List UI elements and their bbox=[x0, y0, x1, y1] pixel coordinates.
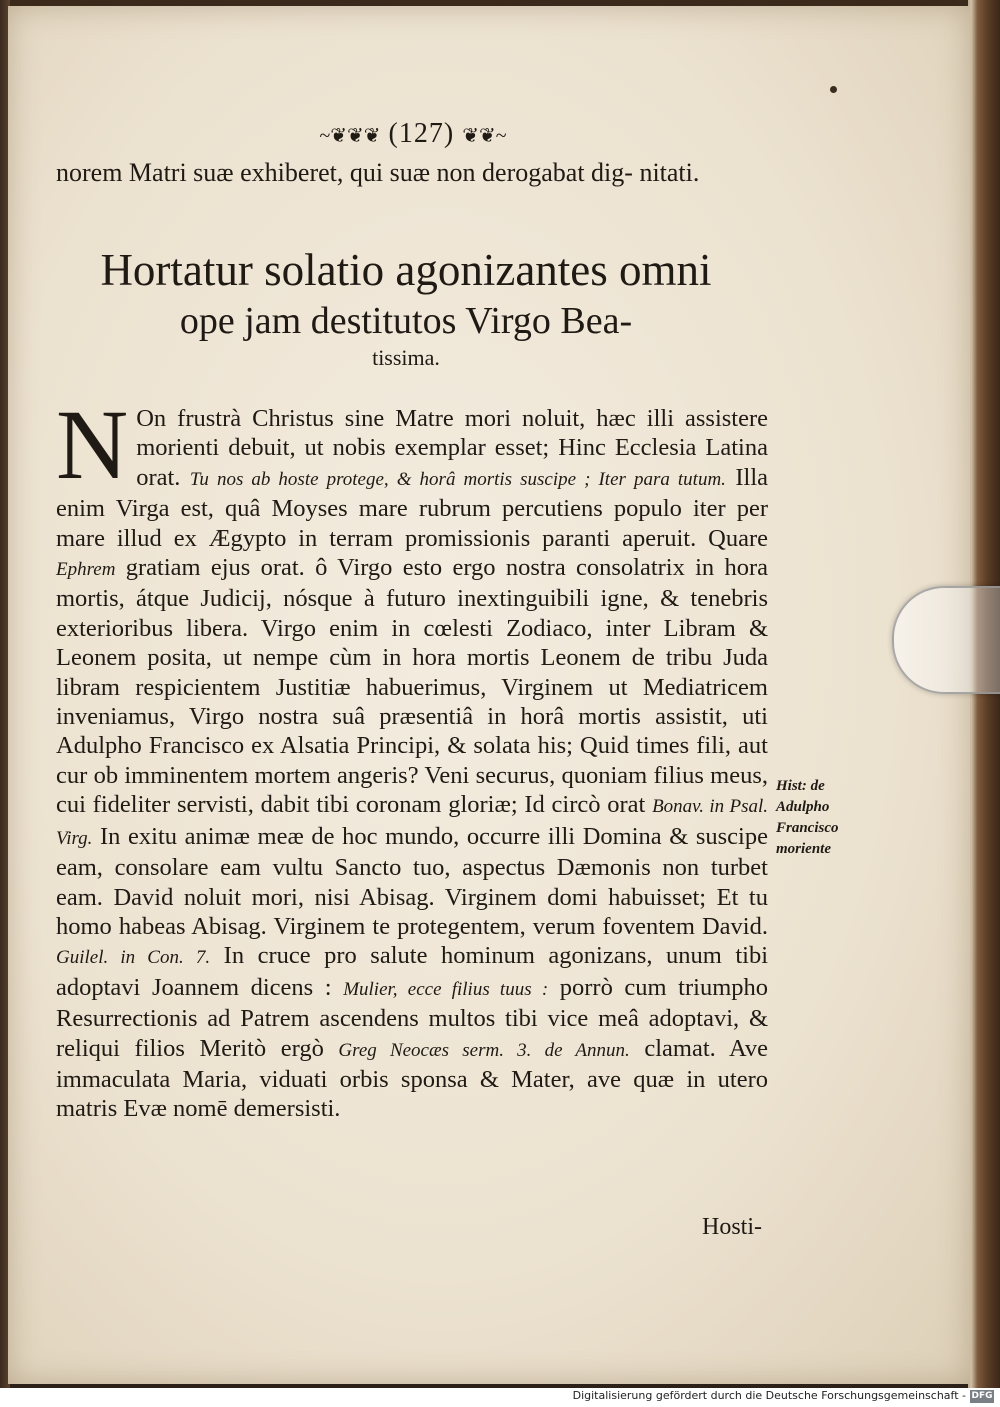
intro-text: norem Matri suæ exhiberet, qui suæ non derogabat dig- nitati. bbox=[56, 158, 700, 187]
drop-cap: N bbox=[56, 389, 129, 500]
page-header bbox=[293, 118, 533, 158]
body-segment: Illa enim Virga est, quâ Moyses mare rubrum percutiens populo iter per mare illud ex Ægypto in terram promissionis paranti aperuit. Quare bbox=[56, 463, 769, 552]
body-segment: porrò cum triumpho Resurrectionis ad Patrem ascendens multos tibi vice meâ adoptavi, & reliqui filios Meritò ergò bbox=[56, 973, 769, 1062]
body-quote: Ephrem bbox=[56, 559, 116, 581]
dfg-logo-icon: DFG bbox=[971, 1391, 993, 1401]
body-quote: Mulier, ecce filius tuus : bbox=[343, 978, 549, 1000]
catchword: Hosti- bbox=[702, 1214, 762, 1240]
body-quote: Bonav. in Psal. Virg. bbox=[56, 796, 769, 849]
scanned-page bbox=[8, 6, 970, 1384]
footer-credit: Digitalisierung gefördert durch die Deutsche Forschungsgemeinschaft - bbox=[572, 1389, 966, 1402]
body-text bbox=[56, 389, 769, 1124]
heading-line-3: tissima. bbox=[372, 345, 440, 370]
ornament-left-icon: ~❦❦❦ bbox=[319, 125, 381, 147]
body-quote: Tu nos ab hoste protege, & horâ mortis suscipe ; Iter para tutum. bbox=[189, 468, 726, 490]
heading-line-2: ope jam destitutos Virgo Bea- bbox=[179, 300, 633, 342]
body-quote: Greg Neocæs serm. 3. de Annun. bbox=[338, 1039, 630, 1061]
ornament-right-icon: ❦❦~ bbox=[462, 125, 507, 147]
margin-note: Hist: de Adulpho Francisco moriente bbox=[776, 778, 839, 857]
section-heading bbox=[48, 246, 764, 371]
footer-bar bbox=[0, 1388, 1000, 1407]
book-binding-edge bbox=[968, 0, 1000, 1390]
ink-spot bbox=[830, 86, 837, 93]
body-segment: gratiam ejus orat. ô Virgo esto ergo nostra consolatrix in hora mortis, átque Judicij, nósque à futuro inextinguibili igne, & tenebris exterioribus libera. Virgo enim in cœlesti Zodiaco, inter Libram & Leonem posita, ut nempe cùm in hora mortis Leonem de tribu Juda libram respicientem Justitiæ habuerimus, Virginem ut Mediatricem inveniamus, Virgo nostra suâ præsentiâ in horâ mortis assistit, uti Adulpho Francisco ex Alsatia Principi, & solata his; Quid times fili, aut cur ob imminentem mortem angeris? Veni securus, quoniam filius meus, cui fideliter servisti, dabit tibi coronam gloriæ; Id circò orat bbox=[56, 554, 768, 819]
body-segment: clamat. Ave immaculata Maria, viduati orbis sponsa & Mater, ave quæ in utero matris Evæ nomē demersisti. bbox=[56, 1034, 768, 1123]
page-number: (127) bbox=[388, 118, 455, 149]
heading-line-1: Hortatur solatio agonizantes omni bbox=[100, 245, 712, 295]
body-quote: Guilel. in Con. 7. bbox=[56, 947, 211, 969]
page-turn-tab[interactable] bbox=[892, 586, 1000, 694]
body-segment: In cruce pro salute hominum agonizans, unum tibi adoptavi Joannem dicens : bbox=[56, 942, 769, 1001]
body-segment: In exitu animæ meæ de hoc mundo, occurre illi Domina & suscipe eam, consolare eam vultu Sancto tuo, aspectus Dæmonis non turbet eam. David noluit mori, nisi Abisag. Virginem domi habuisset; Et tu homo habeas Abisag. Virginem te protegentem, verum foventem David. bbox=[56, 822, 768, 940]
body-segment: On frustrà Christus sine Matre mori noluit, hæc illi assistere morienti debuit, ut nobis exemplar esset; Hinc Ecclesia Latina orat. bbox=[136, 405, 768, 491]
